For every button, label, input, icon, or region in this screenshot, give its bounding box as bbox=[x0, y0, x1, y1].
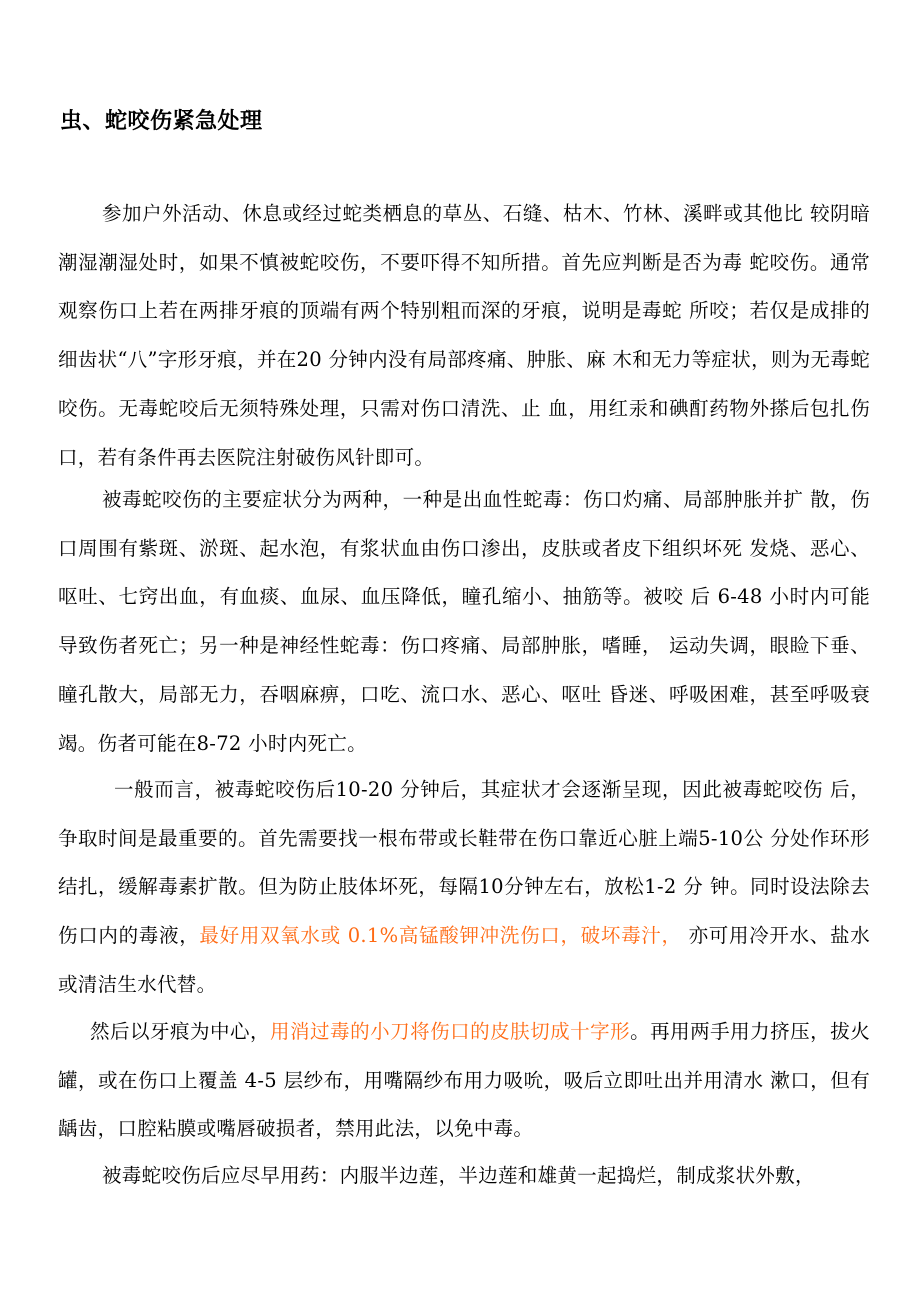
paragraph-venom-symptoms: 被毒蛇咬伤的主要症状分为两种，一种是出血性蛇毒：伤口灼痛、局部肿胀并扩 散，伤口周围有紫斑、淤斑、起水泡，有浆状血由伤口渗出，皮肤或者皮下组织坏死 发烧、恶心、呕吐、七窍出血，有血痰、血尿、血压降低，瞳孔缩小、抽筋等。被咬 后 6-48 小时内可能导致伤者死亡；另一种是神经性蛇毒：伤口疼痛、局部肿胀，嗜睡， 运动失调，眼睑下垂、瞳孔散大，局部无力，吞咽麻痹，口吃、流口水、恶心、呕吐 昏迷、呼吸困难，甚至呼吸衰竭。伤者可能在8-72 小时内死亡。 bbox=[58, 488, 870, 755]
paragraph-first-aid-binding bbox=[58, 766, 870, 1010]
paragraph-wound-incision bbox=[58, 1008, 870, 1154]
highlighted-text: 用消过毒的小刀将伤口的皮肤切成十字形 bbox=[270, 1020, 631, 1043]
paragraph-snake-identification: 参加户外活动、休息或经过蛇类栖息的草丛、石缝、枯木、竹林、溪畔或其他比 较阴暗潮湿潮湿处时，如果不慎被蛇咬伤，不要吓得不知所措。首先应判断是否为毒 蛇咬伤。通常观察伤口上若在两排牙痕的顶端有两个特别粗而深的牙痕，说明是毒蛇 所咬；若仅是成排的细齿状“八”字形牙痕，并在20 分钟内没有局部疼痛、肿胀、麻 木和无力等症状，则为无毒蛇咬伤。无毒蛇咬后无须特殊处理，只需对伤口清洗、止 血，用红汞和碘酊药物外搽后包扎伤口，若有条件再去医院注射破伤风针即可。 bbox=[58, 202, 870, 469]
document-title: 虫、蛇咬伤紧急处理 bbox=[60, 108, 263, 134]
paragraph-text: 然后以牙痕为中心， bbox=[90, 1020, 271, 1043]
paragraph-text: 。再用两手用力挤压，拔火罐，或在伤口上覆盖 4-5 层纱布，用嘴隔纱布用力吸吮，吸后立即吐出并用清水 漱口，但有龋齿，口腔粘膜或嘴唇破损者，禁用此法，以免中毒。 bbox=[58, 1020, 870, 1141]
paragraph-text: 一般而言，被毒蛇咬伤后10-20 分钟后，其症状才会逐渐呈现，因此被毒蛇咬伤 后，争取时间是最重要的。首先需要找一根布带或长鞋带在伤口靠近心脏上端5-10公 分处作环形结扎，缓解毒素扩散。但为防止肢体坏死，每隔10分钟左右，放松1-2 分 钟。同时设法除去伤口内的毒液， bbox=[58, 778, 870, 948]
paragraph-text: 亦可用冷开水、盐水或清洁生水代替。 bbox=[58, 924, 870, 996]
paragraph-medication: 被毒蛇咬伤后应尽早用药：内服半边莲，半边莲和雄黄一起捣烂，制成浆状外敷， bbox=[102, 1164, 815, 1187]
highlighted-text: 最好用双氧水或 0.1%高锰酸钾冲洗伤口，破坏毒汁， bbox=[199, 924, 682, 948]
